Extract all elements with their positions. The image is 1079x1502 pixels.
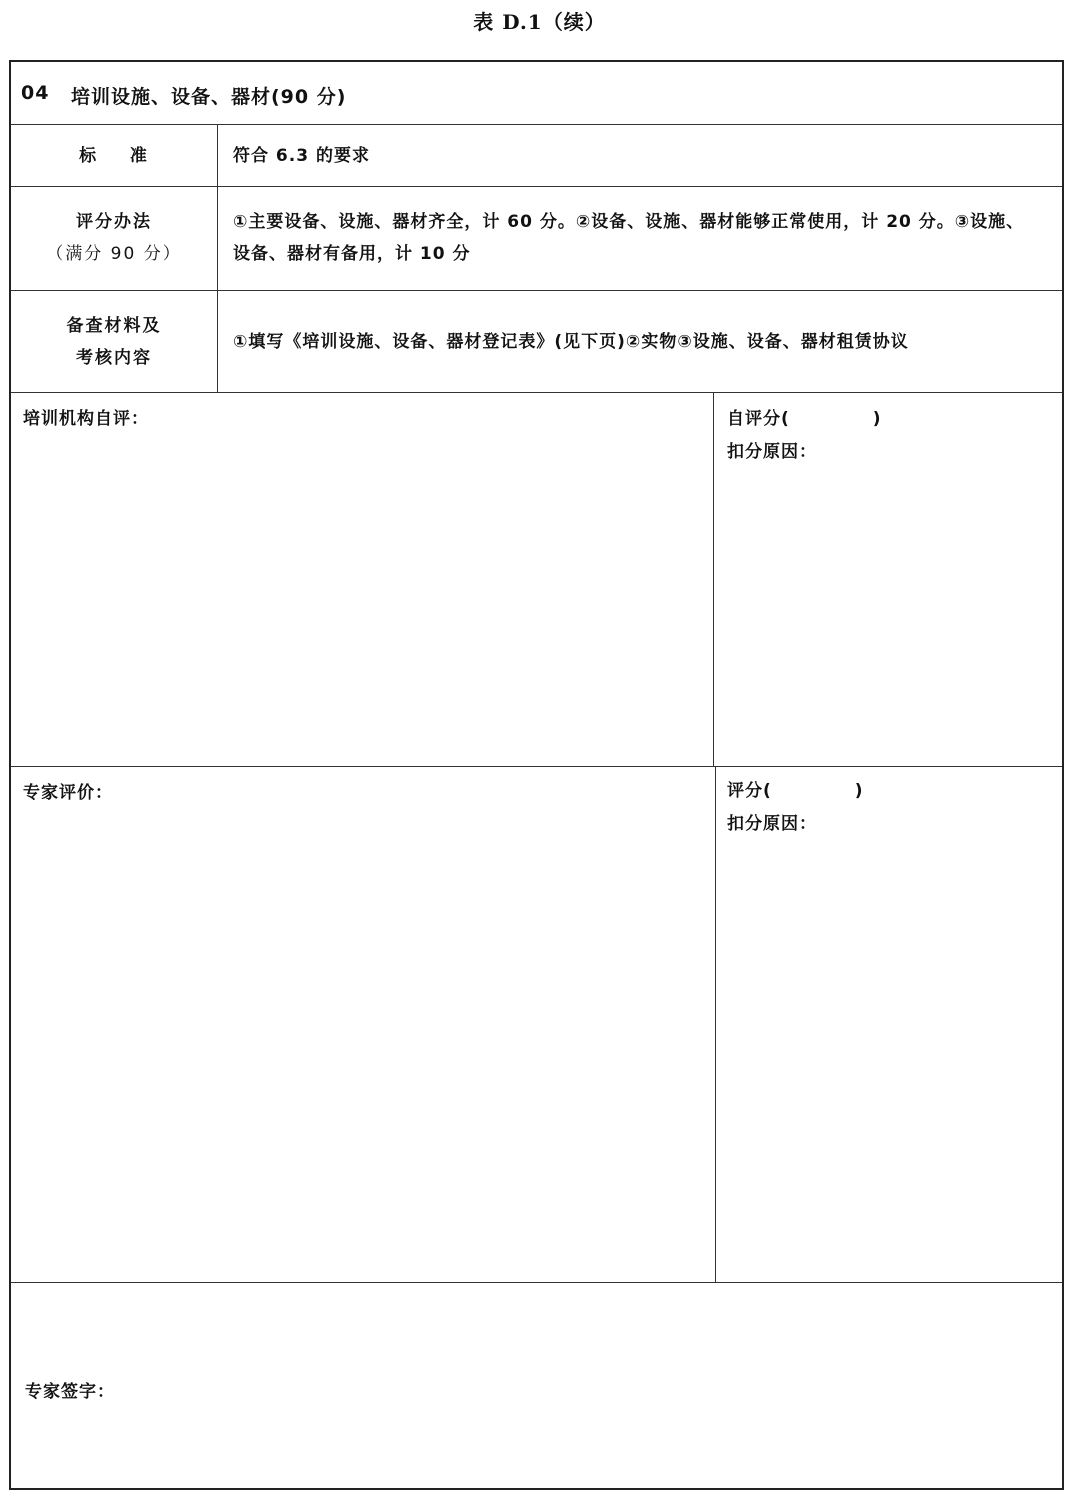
divider: [11, 290, 1062, 291]
materials-label-line2: 考核内容: [76, 348, 152, 368]
divider: [11, 766, 1062, 767]
divider: [11, 392, 1062, 393]
divider: [11, 186, 1062, 187]
section-code: 04: [21, 82, 50, 104]
standard-label: 标 准: [79, 146, 149, 166]
scoring-value-line1: ①主要设备、设施、器材齐全，计 60 分。②设备、设施、器材能够正常使用，计 20 分。③设施、: [233, 212, 1025, 232]
section-title: 培训设施、设备、器材(90 分): [71, 86, 347, 108]
expert-eval-label: 专家评价：: [23, 783, 113, 803]
eval-column-divider: [713, 392, 714, 766]
materials-label: 备查材料及: [66, 316, 162, 336]
divider: [11, 124, 1062, 125]
scoring-full-score: （满分 90 分）: [46, 244, 182, 264]
scoring-value-line2: 设备、器材有备用，计 10 分: [233, 244, 471, 264]
materials-value: ①填写《培训设施、设备、器材登记表》(见下页)②实物③设施、设备、器材租赁协议: [233, 332, 909, 352]
self-eval-label: 培训机构自评：: [23, 409, 149, 429]
standard-value: 符合 6.3 的要求: [233, 146, 370, 166]
assessment-form: [9, 60, 1064, 1490]
expert-signature-label: 专家签字：: [25, 1382, 115, 1402]
expert-deduct-label: 扣分原因：: [727, 814, 817, 834]
expert-score-label: 评分( ): [727, 781, 864, 801]
scoring-label: 评分办法: [76, 212, 152, 232]
table-caption: 表 D.1（续）: [473, 10, 606, 34]
self-deduct-label: 扣分原因：: [727, 442, 817, 462]
expert-column-divider: [715, 766, 716, 1282]
self-score-label: 自评分( ): [727, 409, 882, 429]
divider: [11, 1282, 1062, 1283]
label-column-divider: [217, 124, 218, 392]
